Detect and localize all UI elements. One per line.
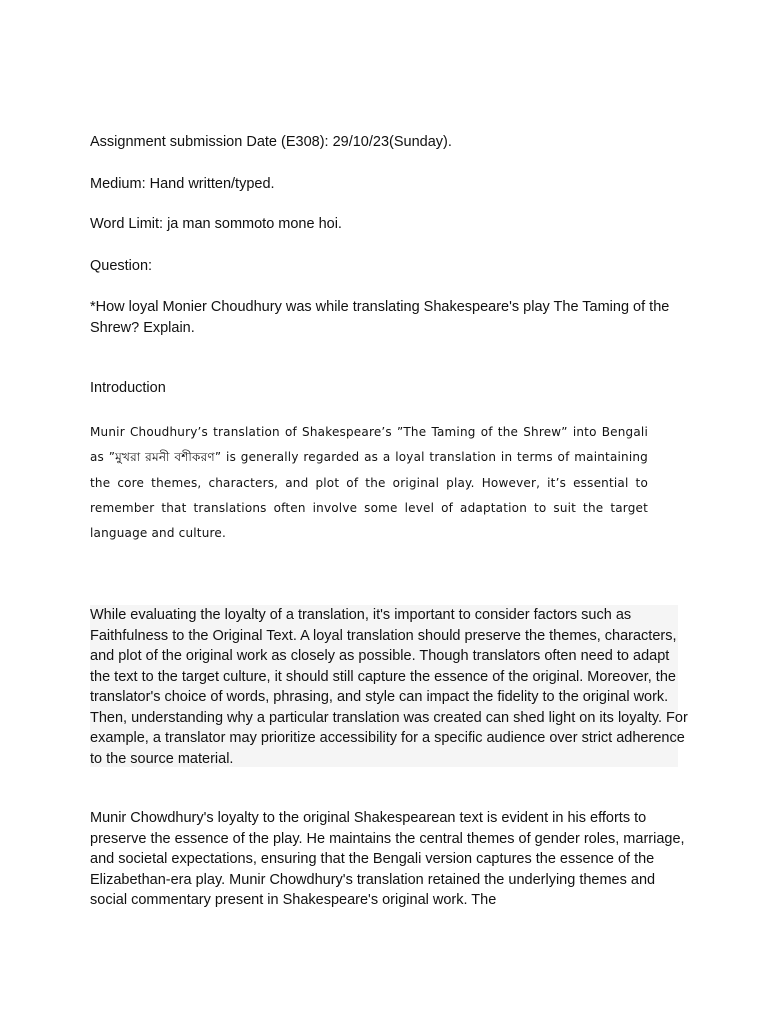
submission-date-line: Assignment submission Date (E308): 29/10/23(Sunday). (90, 134, 452, 150)
introduction-heading: Introduction (90, 380, 166, 396)
question-text: *How loyal Monier Choudhury was while translating Shakespeare's play The Taming of the Shrew? Explain. (90, 299, 670, 336)
chowdhury-loyalty-paragraph: Munir Chowdhury's loyalty to the original Shakespearean text is evident in his efforts to preserve the essence of the play. He maintains the central themes of gender roles, marriage, and societal expectations, ensuring that the Bengali version captures the essence of the Elizabethan-era play. Munir Chowdhury's translation retained the underlying themes and social commentary present in Shakespeare's original work. The (90, 810, 685, 908)
question-label: Question: (90, 258, 153, 274)
loyalty-factors-paragraph: While evaluating the loyalty of a translation, it's important to consider factors such as Faithfulness to the Original Text. A loyal translation should preserve the themes, characters, and plot of the original work as closely as possible. Though translators often need to adapt the text to the target culture, it should still capture the essence of the original. Moreover, the translator's choice of words, phrasing, and style can impact the fidelity to the original work. Then, understanding why a particular translation was created can shed light on its loyalty. For example, a translator may prioritize accessibility for a specific audience over strict adherence to the source material. (90, 607, 688, 767)
medium-line: Medium: Hand written/typed. (90, 176, 275, 192)
word-limit-line: Word Limit: ja man sommoto mone hoi. (90, 216, 342, 232)
introduction-paragraph: Munir Choudhury’s translation of Shakespeare’s ”The Taming of the Shrew” into Bengali as ”মুখরা রমনী বশীকরণ” is generally regarded as a loyal translation in terms of maintaining the core themes, characters, and plot of the original play. However, it’s essential to remember that translations often involve some level of adaptation to suit the target language and culture. (90, 425, 648, 541)
